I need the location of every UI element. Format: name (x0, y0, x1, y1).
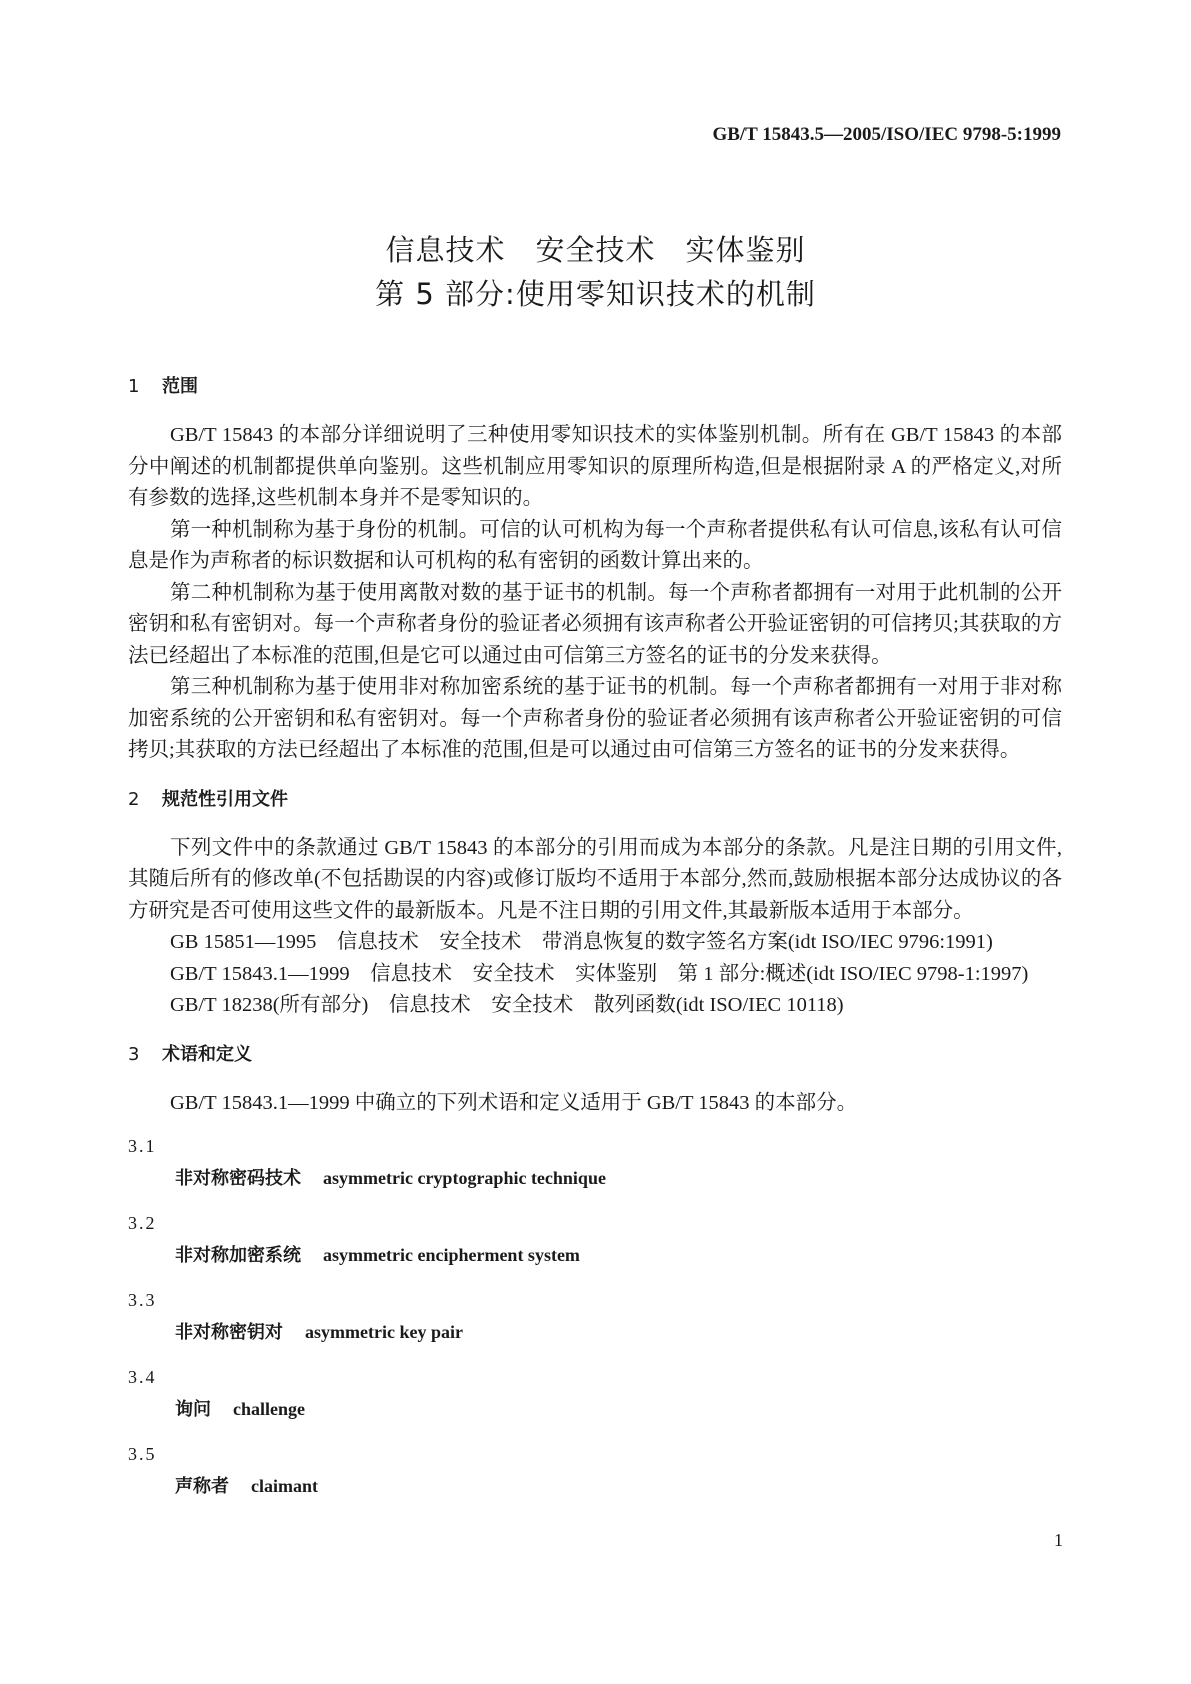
term-number: 3.2 (128, 1213, 157, 1233)
section-title: 术语和定义 (162, 1043, 252, 1065)
document-title (0, 228, 1191, 316)
term-number: 3.5 (128, 1444, 157, 1464)
section-heading-1 (128, 372, 1062, 402)
term-zh: 询问 (175, 1399, 211, 1420)
document-body (128, 372, 1062, 1504)
term-zh: 非对称密钥对 (175, 1322, 283, 1343)
term-zh: 非对称加密系统 (175, 1245, 301, 1266)
term-entry (128, 1315, 1062, 1350)
reference-item: GB 15851—1995 信息技术 安全技术 带消息恢复的数字签名方案(idt ISO/IEC 9796:1991) (170, 931, 993, 953)
term-en: challenge (233, 1399, 305, 1419)
section-heading-3 (128, 1040, 1062, 1070)
reference-item: GB/T 18238(所有部分) 信息技术 安全技术 散列函数(idt ISO/IEC 10118) (170, 994, 844, 1016)
term-number: 3.1 (128, 1136, 157, 1156)
paragraph: 第二种机制称为基于使用离散对数的基于证书的机制。每一个声称者都拥有一对用于此机制的公开密钥和私有密钥对。每一个声称者身份的验证者必须拥有该声称者公开验证密钥的可信拷贝;其获取的方法已经超出了本标准的范围,但是它可以通过由可信第三方签名的证书的分发来获得。 (128, 581, 1062, 667)
section-number: 3 (128, 1043, 140, 1065)
paragraph: 第一种机制称为基于身份的机制。可信的认可机构为每一个声称者提供私有认可信息,该私有认可信息是作为声称者的标识数据和认可机构的私有密钥的函数计算出来的。 (128, 518, 1062, 572)
paragraph: 第三种机制称为基于使用非对称加密系统的基于证书的机制。每一个声称者都拥有一对用于非对称加密系统的公开密钥和私有密钥对。每一个声称者身份的验证者必须拥有该声称者公开验证密钥的可信拷贝;其获取的方法已经超出了本标准的范围,但是可以通过由可信第三方签名的证书的分发来获得。 (128, 676, 1062, 761)
term-number: 3.4 (128, 1367, 157, 1387)
term-en: claimant (251, 1476, 318, 1496)
section-number: 2 (128, 788, 140, 810)
section-heading-2 (128, 785, 1062, 815)
term-zh: 声称者 (175, 1476, 229, 1497)
term-entry (128, 1469, 1062, 1504)
paragraph: GB/T 15843 的本部分详细说明了三种使用零知识技术的实体鉴别机制。所有在 GB/T 15843 的本部分中阐述的机制都提供单向鉴别。这些机制应用零知识的原理所构造,但是根据附录 A 的严格定义,对所有参数的选择,这些机制本身并不是零知识的。 (128, 424, 1062, 509)
section-title: 范围 (162, 376, 198, 397)
section-number: 1 (128, 376, 140, 397)
paragraph: 下列文件中的条款通过 GB/T 15843 的本部分的引用而成为本部分的条款。凡是注日期的引用文件,其随后所有的修改单(不包括勘误的内容)或修订版均不适用于本部分,然而,鼓励根据本部分达成协议的各方研究是否可使用这些文件的最新版本。凡是不注日期的引用文件,其最新版本适用于本部分。 (128, 836, 1062, 922)
term-zh: 非对称密码技术 (175, 1168, 301, 1189)
term-en: asymmetric cryptographic technique (323, 1168, 606, 1188)
reference-item: GB/T 15843.1—1999 信息技术 安全技术 实体鉴别 第 1 部分:概述(idt ISO/IEC 9798-1:1997) (170, 962, 1029, 985)
term-entry (128, 1392, 1062, 1427)
term-entry (128, 1238, 1062, 1273)
page-number: 1 (1054, 1530, 1063, 1550)
title-line-2: 第 5 部分:使用零知识技术的机制 (375, 277, 816, 311)
section-title: 规范性引用文件 (162, 788, 288, 810)
term-en: asymmetric encipherment system (323, 1245, 580, 1265)
term-en: asymmetric key pair (305, 1322, 463, 1342)
standard-code-header: GB/T 15843.5—2005/ISO/IEC 9798-5:1999 (712, 124, 1061, 145)
paragraph: GB/T 15843.1—1999 中确立的下列术语和定义适用于 GB/T 15843 的本部分。 (170, 1091, 858, 1114)
term-entry (128, 1161, 1062, 1196)
title-line-1: 信息技术 安全技术 实体鉴别 (385, 233, 806, 267)
term-number: 3.3 (128, 1290, 157, 1310)
